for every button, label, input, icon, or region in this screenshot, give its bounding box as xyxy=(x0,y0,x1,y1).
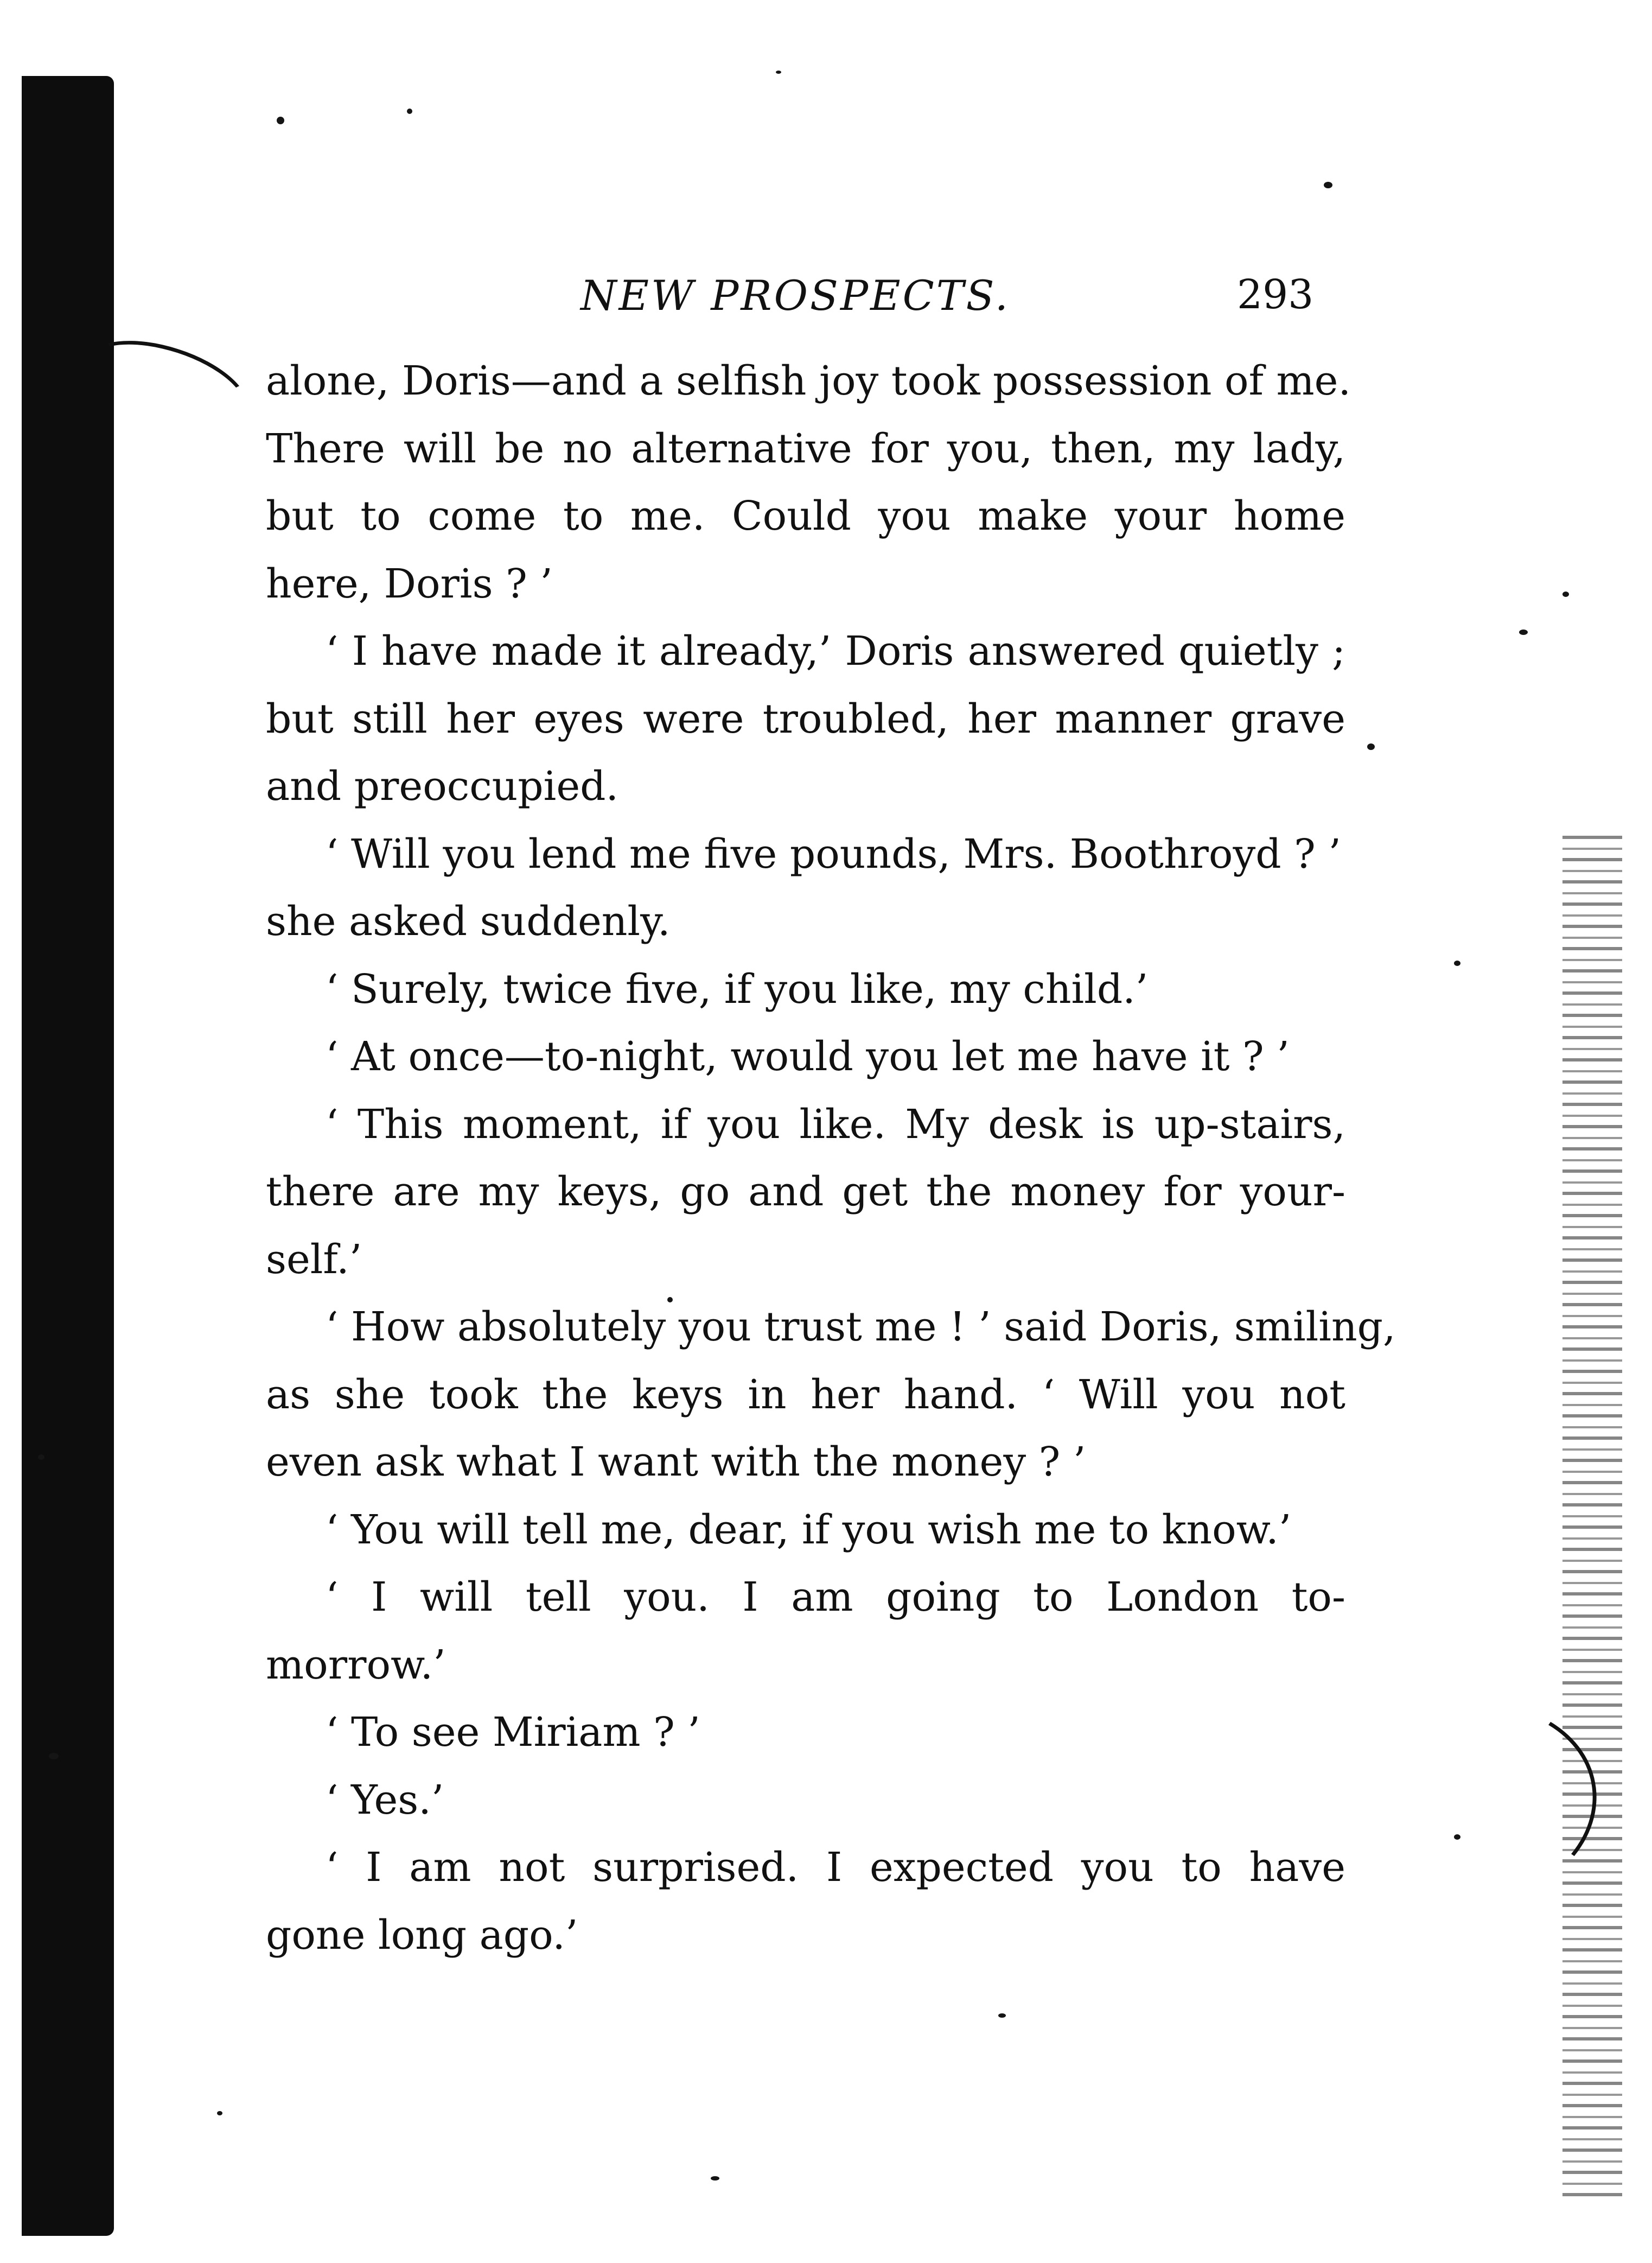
scan-speck xyxy=(217,2111,222,2115)
text-line: morrow.’ xyxy=(266,1641,446,1688)
text-line: ‘ To see Miriam ? ’ xyxy=(326,1709,700,1756)
scan-speck xyxy=(407,109,412,114)
scan-speck xyxy=(1324,182,1332,188)
text-line: and preoccupied. xyxy=(266,763,619,810)
running-head xyxy=(0,271,1652,331)
text-line: ‘ Will you lend me five pounds, Mrs. Boothroyd ? ’ xyxy=(326,830,1341,878)
scan-speck xyxy=(711,2176,719,2181)
text-line: alone, Doris—and a selfish joy took possession of me. xyxy=(266,358,1351,404)
text-line: ‘ You will tell me, dear, if you wish me to know.’ xyxy=(326,1506,1292,1553)
text-line: ‘ How absolutely you trust me ! ’ said Doris, smiling, xyxy=(326,1304,1396,1350)
running-title: NEW PROSPECTS. xyxy=(581,271,1010,320)
text-line: There will be no alternative for you, then, my lady, xyxy=(266,425,1345,472)
text-line: ‘ This moment, if you like. My desk is up-stairs, xyxy=(326,1101,1345,1148)
text-line: she asked suddenly. xyxy=(266,898,671,945)
text-line: ‘ I have made it already,’ Doris answered quietly ; xyxy=(326,628,1345,675)
page-number: 293 xyxy=(1237,271,1314,318)
scan-speck xyxy=(49,1753,59,1759)
text-line: ‘ I am not surprised. I expected you to have xyxy=(326,1844,1345,1891)
text-line: here, Doris ? ’ xyxy=(266,560,553,607)
page-edge-noise xyxy=(1562,836,1622,2203)
scan-speck xyxy=(998,2013,1006,2018)
scan-speck xyxy=(1562,592,1569,597)
scan-speck xyxy=(1454,1834,1460,1840)
scan-speck xyxy=(277,117,284,124)
text-line: gone long ago.’ xyxy=(266,1911,578,1959)
text-line: but to come to me. Could you make your home xyxy=(266,493,1345,539)
scan-speck xyxy=(38,1454,44,1460)
text-line: ‘ At once—to-night, would you let me have it ? ’ xyxy=(326,1033,1290,1080)
scan-speck xyxy=(1454,961,1460,966)
text-line: there are my keys, go and get the money for your- xyxy=(266,1168,1345,1215)
scan-speck xyxy=(1367,743,1375,750)
text-line: ‘ Surely, twice five, if you like, my child.’ xyxy=(326,965,1149,1013)
text-line: but still her eyes were troubled, her manner grave xyxy=(266,695,1345,742)
text-line: even ask what I want with the money ? ’ xyxy=(266,1439,1086,1485)
text-line: ‘ I will tell you. I am going to London to- xyxy=(326,1574,1345,1620)
binding-shadow xyxy=(22,76,114,2236)
scan-speck xyxy=(1519,630,1528,635)
text-line: as she took the keys in her hand. ‘ Will you not xyxy=(266,1371,1345,1418)
scan-speck xyxy=(776,71,781,74)
text-line: self.’ xyxy=(266,1236,362,1283)
text-line: ‘ Yes.’ xyxy=(326,1776,444,1823)
body-text xyxy=(266,347,1396,1969)
